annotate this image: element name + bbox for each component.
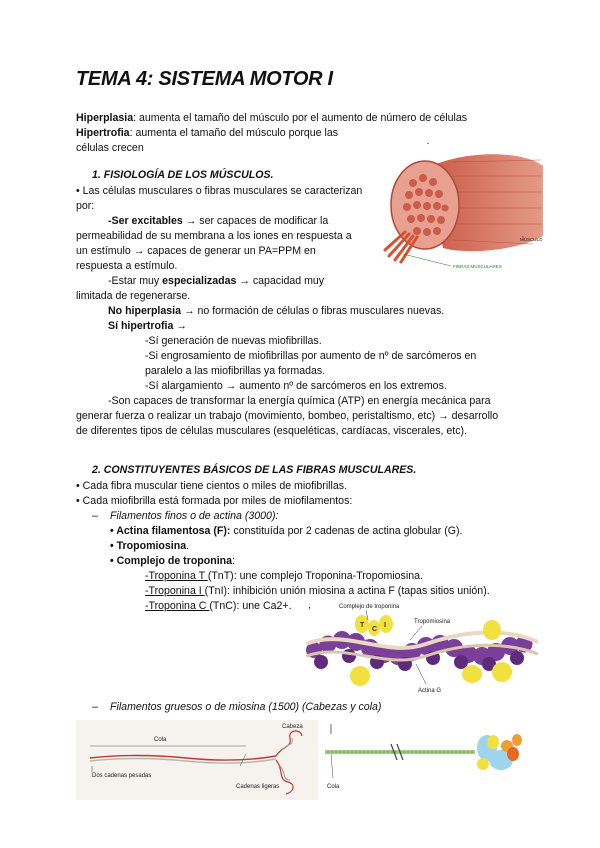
excitables-text: → ser capaces de modificar la	[182, 215, 329, 227]
hipertrofia-text: : aumenta el tamaño del músculo porque las	[129, 127, 339, 139]
cola-label: Cola	[154, 737, 167, 743]
tnt-term: -Troponina T	[145, 570, 208, 582]
tropomiosina-term: • Tropomiosina	[110, 540, 187, 552]
tnt-text: (TnT): une complejo Troponina-Tropomiosina.	[207, 570, 423, 582]
actina-g-label: Actina G	[418, 688, 442, 694]
hiperplasia-text: : aumenta el tamaño del músculo por el aumento de número de células	[133, 112, 468, 124]
tropomiosina-dot: .	[186, 540, 190, 552]
dash-1: –	[92, 510, 98, 522]
especializadas-line	[108, 274, 324, 289]
section-1-heading: 1. FISIOLOGÍA DE LOS MÚSCULOS.	[92, 169, 274, 181]
tni-term: -Troponina I	[145, 585, 205, 597]
page-title: TEMA 4: SISTEMA MOTOR I	[76, 68, 333, 90]
especializadas-post: → capacidad muy	[236, 275, 325, 287]
hipertrofia-sub-2-cont: paralelo a las miofibrillas ya formadas.	[145, 365, 326, 377]
s1-bullet-1-cont: por:	[76, 200, 95, 212]
myosin-filament-figure	[325, 720, 540, 800]
gruesos-heading: Filamentos gruesos o de miosina (1500) (Cabezas y cola)	[110, 701, 382, 713]
cadenas-ligeras-label: Cadenas ligeras	[236, 784, 280, 790]
no-hiperplasia-term: No hiperplasia	[108, 305, 181, 317]
complejo-colon: :	[232, 555, 235, 567]
actina-text: constituída por 2 cadenas de actina globular (G).	[230, 525, 463, 537]
dash-2: –	[92, 701, 98, 713]
troponin-complex	[355, 615, 393, 636]
si-hipertrofia-arrow: →	[173, 320, 187, 332]
dos-cadenas-label: Dos cadenas pesadas	[92, 773, 152, 779]
troponin-c-letter: C	[372, 626, 378, 633]
transform-line-1: -Son capaces de transformar la energía química (ATP) en energía mecánica para	[108, 395, 491, 407]
especializadas-line-2: limitada de regenerarse.	[76, 290, 191, 302]
no-hiperplasia-text: → no formación de células o fibras musculares nuevas.	[181, 305, 445, 317]
excitables-line-3: un estímulo → capaces de generar un PA=PPM en	[76, 245, 316, 257]
hipertrofia-sub-1: -Sí generación de nuevas miofibrillas.	[145, 335, 322, 347]
s2-bullet-2: • Cada miofibrilla está formada por miles de miofilamentos:	[76, 495, 353, 507]
muscle-figure	[383, 148, 543, 274]
myosin-heads-cluster	[477, 734, 522, 770]
myosin-molecule-figure	[76, 720, 318, 800]
si-hipertrofia-line	[108, 319, 187, 334]
myosin-figure-bg	[76, 720, 318, 800]
tropomiosina-label: Tropomiosina	[414, 619, 451, 625]
hiperplasia-definition	[76, 111, 467, 126]
excitables-term: -Ser excitables	[108, 215, 183, 227]
tnc-text: (TnC): une Ca2+.	[209, 600, 292, 612]
hiperplasia-term: Hiperplasia	[76, 112, 134, 124]
especializadas-term: especializadas	[162, 275, 237, 287]
cabeza-label: Cabeza	[282, 724, 303, 730]
tnt-line	[145, 569, 423, 584]
cola-right-label: Cola	[327, 784, 340, 790]
hipertrofia-sub-3: -Sí alargamiento → aumento nº de sarcómeros en los extremos.	[145, 380, 447, 392]
tnc-term: -Troponina C	[145, 600, 210, 612]
actin-filament-figure	[306, 598, 538, 696]
tni-text: (TnI): inhibición unión miosina a actina F (tapas sitios unión).	[204, 585, 490, 597]
tropomiosina-line	[110, 539, 189, 554]
complejo-term: • Complejo de troponina	[110, 555, 233, 567]
troponin-i-letter: I	[384, 622, 386, 629]
section-2-heading: 2. CONSTITUYENTES BÁSICOS DE LAS FIBRAS MUSCULARES.	[92, 464, 417, 476]
hipertrofia-definition	[76, 126, 338, 141]
hipertrofia-text-cont: células crecen	[76, 142, 144, 154]
si-hipertrofia-term: Sí hipertrofia	[108, 320, 174, 332]
tni-line	[145, 584, 490, 599]
excitables-line	[108, 214, 328, 229]
muscle-fibers-bundle	[385, 232, 417, 262]
finos-heading: Filamentos finos o de actina (3000):	[110, 510, 279, 522]
actina-term: • Actina filamentosa (F):	[110, 525, 231, 537]
excitables-line-4: respuesta a estímulo.	[76, 260, 178, 272]
complejo-line	[110, 554, 235, 569]
transform-line-2: generar fuerza o realizar un trabajo (movimiento, bombeo, peristaltismo, etc) → desarrollo	[76, 410, 499, 422]
tnc-line	[145, 599, 292, 614]
figure-dot	[427, 143, 429, 144]
transform-line-3: de diferentes tipos de células musculares (esqueléticas, cardíacas, viscerales, etc).	[76, 425, 467, 437]
s2-bullet-1: • Cada fibra muscular tiene cientos o miles de miofibrillas.	[76, 480, 348, 492]
hipertrofia-sub-2: -Si engrosamiento de miofibrillas por aumento de nº de sarcómeros en	[145, 350, 477, 362]
complejo-troponina-label: Complejo de troponina	[339, 604, 400, 610]
s1-bullet-1: • Las células musculares o fibras musculares se caracterizan	[76, 185, 363, 197]
especializadas-pre: -Estar muy	[108, 275, 163, 287]
actina-line	[110, 524, 462, 539]
troponin-t-letter: T	[360, 622, 365, 629]
excitables-line-2: permeabilidad de su membrana a los iones en respuesta a	[76, 230, 352, 242]
fibras-label: FIBRAS MUSCULARES	[453, 264, 502, 269]
no-hiperplasia-line	[108, 304, 444, 319]
hipertrofia-term: Hipertrofia	[76, 127, 130, 139]
musculo-label: MÚSCULO	[520, 237, 543, 242]
comma-mark: ,	[308, 600, 311, 611]
